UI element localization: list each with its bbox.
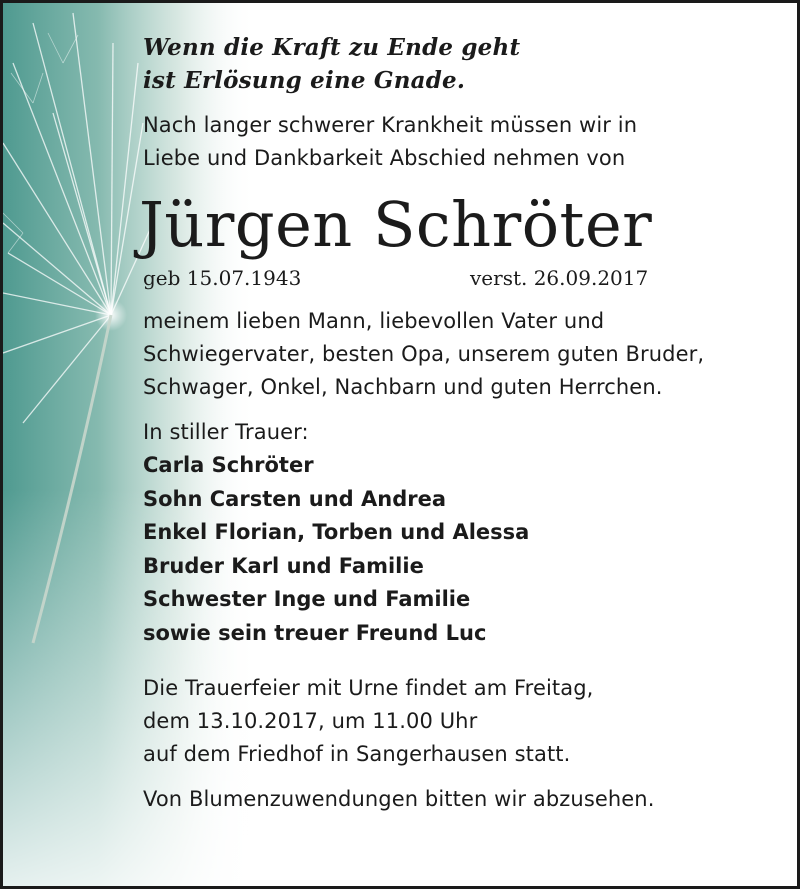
relation-line-1: meinem lieben Mann, liebevollen Vater und (143, 309, 605, 333)
mourning-heading: In stiller Trauer: (143, 420, 309, 444)
relation-line-2: Schwiegervater, besten Opa, unserem guten Bruder, (143, 342, 705, 366)
ceremony-line-1: Die Trauerfeier mit Urne findet am Freitag, (143, 676, 594, 700)
mourner-name: Schwester Inge und Familie (143, 587, 471, 611)
obituary-text (139, 31, 783, 816)
intro (143, 109, 783, 175)
ceremony-line-2: dem 13.10.2017, um 11.00 Uhr (143, 709, 478, 733)
flowers-note: Von Blumenzuwendungen bitten wir abzusehen. (143, 787, 655, 811)
deceased-name: Jürgen Schröter (139, 188, 653, 261)
mourner-name: sowie sein treuer Freund Luc (143, 620, 487, 645)
motto-line-2: ist Erlösung eine Gnade. (143, 67, 466, 94)
ceremony-info (143, 672, 783, 771)
intro-line-1: Nach langer schwerer Krankheit müssen wir in (143, 113, 638, 137)
mourner-name: Enkel Florian, Torben und Alessa (143, 520, 530, 544)
intro-line-2: Liebe und Dankbarkeit Abschied nehmen von (143, 146, 626, 170)
mourner-name: Carla Schröter (143, 453, 314, 477)
life-dates (143, 263, 783, 293)
mourners-section (143, 416, 783, 650)
relation-line-3: Schwager, Onkel, Nachbarn und guten Herrchen. (143, 375, 663, 399)
birth-date: geb 15.07.1943 (143, 266, 302, 290)
motto (143, 31, 783, 97)
mourner-name: Bruder Karl und Familie (143, 553, 424, 578)
relation-text (143, 305, 783, 404)
mourner-name: Sohn Carsten und Andrea (143, 486, 446, 511)
motto-line-1: Wenn die Kraft zu Ende geht (143, 34, 521, 61)
death-date: verst. 26.09.2017 (470, 266, 649, 290)
ceremony-line-3: auf dem Friedhof in Sangerhausen statt. (143, 742, 571, 766)
